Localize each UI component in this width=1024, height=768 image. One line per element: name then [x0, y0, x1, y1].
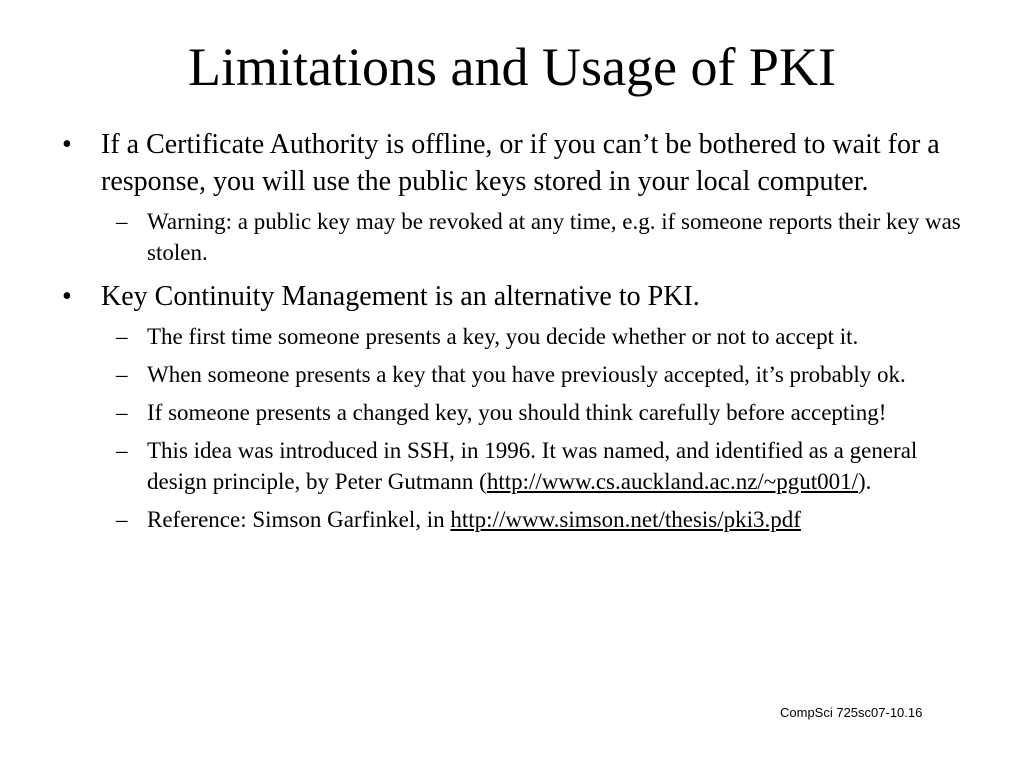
bullet-item — [0, 126, 1024, 200]
bullet-text: Key Continuity Management is an alternative to PKI. — [101, 281, 700, 312]
sub-item — [0, 397, 1024, 428]
garfinkel-link[interactable]: http://www.simson.net/thesis/pki3.pdf — [450, 507, 801, 532]
bullet-text: If a Certificate Authority is offline, or if you can’t be bothered to wait for a response, you will use the public keys stored in your local computer. — [101, 129, 940, 197]
sub-item-text: Warning: a public key may be revoked at any time, e.g. if someone reports their key was stolen. — [147, 209, 961, 265]
ssh-note-text: This idea was introduced in SSH, in 1996. It was named, and identified as a general design principle, by Peter Gutmann ( — [147, 438, 918, 494]
gutmann-link[interactable]: http://www.cs.auckland.ac.nz/~pgut001/ — [486, 469, 859, 494]
sub-item — [0, 359, 1024, 390]
dash-marker: – — [116, 438, 128, 463]
dash-marker: – — [116, 400, 128, 425]
sub-item-reference — [0, 504, 1024, 535]
dash-marker: – — [116, 324, 128, 349]
sub-item — [0, 321, 1024, 352]
ssh-note-closing: ). — [858, 469, 872, 494]
bullet-marker: • — [62, 281, 72, 312]
reference-text: Reference: Simson Garfinkel, in — [147, 507, 451, 532]
dash-marker: – — [116, 209, 128, 234]
slide-title: Limitations and Usage of PKI — [188, 37, 836, 97]
sub-item-text: The first time someone presents a key, you decide whether or not to accept it. — [147, 324, 859, 349]
bullet-item — [0, 278, 1024, 315]
sub-item-text: If someone presents a changed key, you should think carefully before accepting! — [147, 400, 887, 425]
slide-body — [0, 126, 1024, 545]
sub-item-text: When someone presents a key that you have previously accepted, it’s probably ok. — [147, 362, 906, 387]
sub-list — [0, 206, 1024, 268]
dash-marker: – — [116, 362, 128, 387]
sub-list — [0, 321, 1024, 535]
bullet-marker: • — [62, 129, 72, 160]
dash-marker: – — [116, 507, 128, 532]
sub-item-ssh-note — [0, 435, 1024, 497]
slide-footer: CompSci 725sc07-10.16 — [780, 705, 923, 720]
sub-item — [0, 206, 1024, 268]
